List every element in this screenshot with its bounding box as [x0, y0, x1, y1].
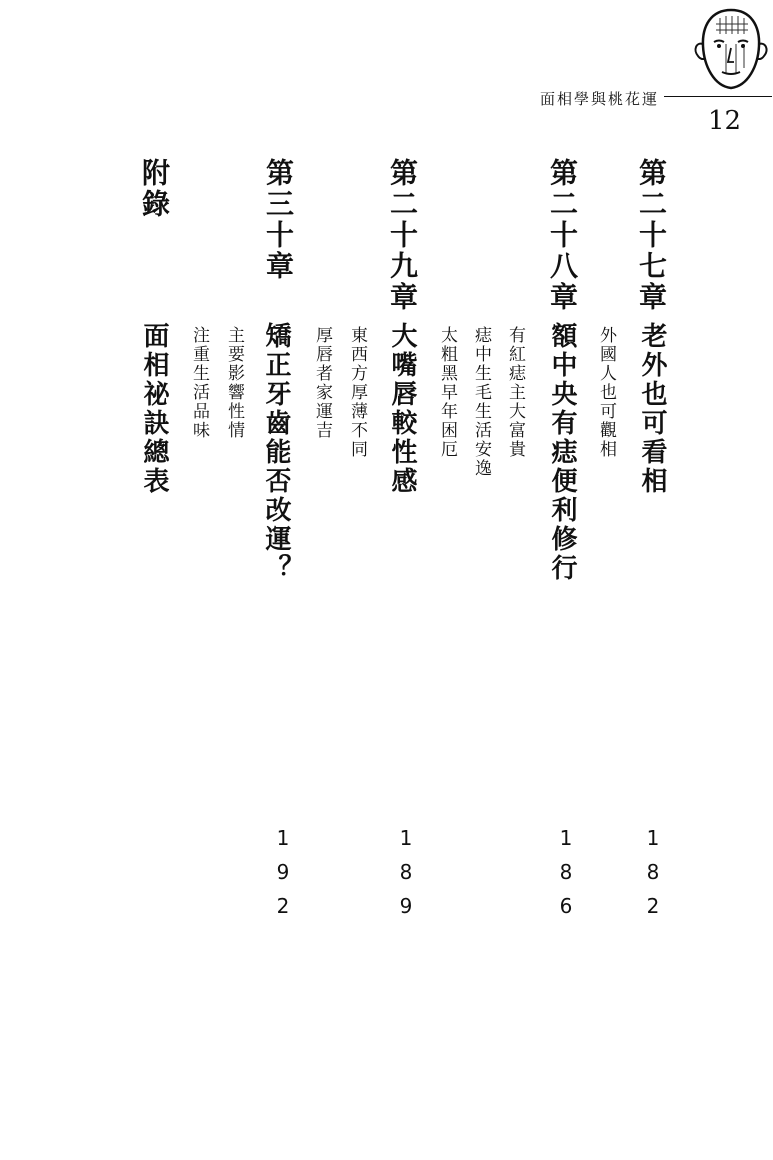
chapter-28-subitem: 有紅痣主大富貴	[505, 326, 525, 459]
chapter-28-subitem: 太粗黑早年困厄	[437, 326, 457, 459]
chapter-29-page: 189	[394, 826, 418, 928]
page-number: 12	[708, 106, 742, 136]
chapter-27-label: 第二十七章	[635, 158, 668, 313]
appendix-title: 面相祕訣總表	[139, 322, 169, 496]
face-reading-head-icon	[686, 4, 773, 96]
header-rule	[664, 96, 772, 97]
running-title: 面相學與桃花運	[540, 90, 660, 108]
chapter-30-label: 第三十章	[262, 158, 295, 282]
chapter-27-page: 182	[641, 826, 665, 928]
chapter-27-subitem: 外國人也可觀相	[596, 326, 616, 459]
chapter-30-page: 192	[271, 826, 295, 928]
chapter-30-subitem: 注重生活品味	[189, 326, 209, 440]
appendix-label: 附錄	[138, 158, 171, 220]
chapter-28-title: 額中央有痣便利修行	[547, 322, 577, 583]
chapter-28-subitem: 痣中生毛生活安逸	[471, 326, 491, 478]
chapter-28-page: 186	[554, 826, 578, 928]
chapter-29-title: 大嘴唇較性感	[387, 322, 417, 496]
chapter-30-title: 矯正牙齒能否改運？	[261, 322, 291, 583]
chapter-29-label: 第二十九章	[386, 158, 419, 313]
chapter-27-title: 老外也可看相	[637, 322, 667, 496]
chapter-29-subitem: 東西方厚薄不同	[347, 326, 367, 459]
chapter-29-subitem: 厚唇者家運吉	[312, 326, 332, 440]
chapter-30-subitem: 主要影響性情	[224, 326, 244, 440]
chapter-28-label: 第二十八章	[546, 158, 579, 313]
